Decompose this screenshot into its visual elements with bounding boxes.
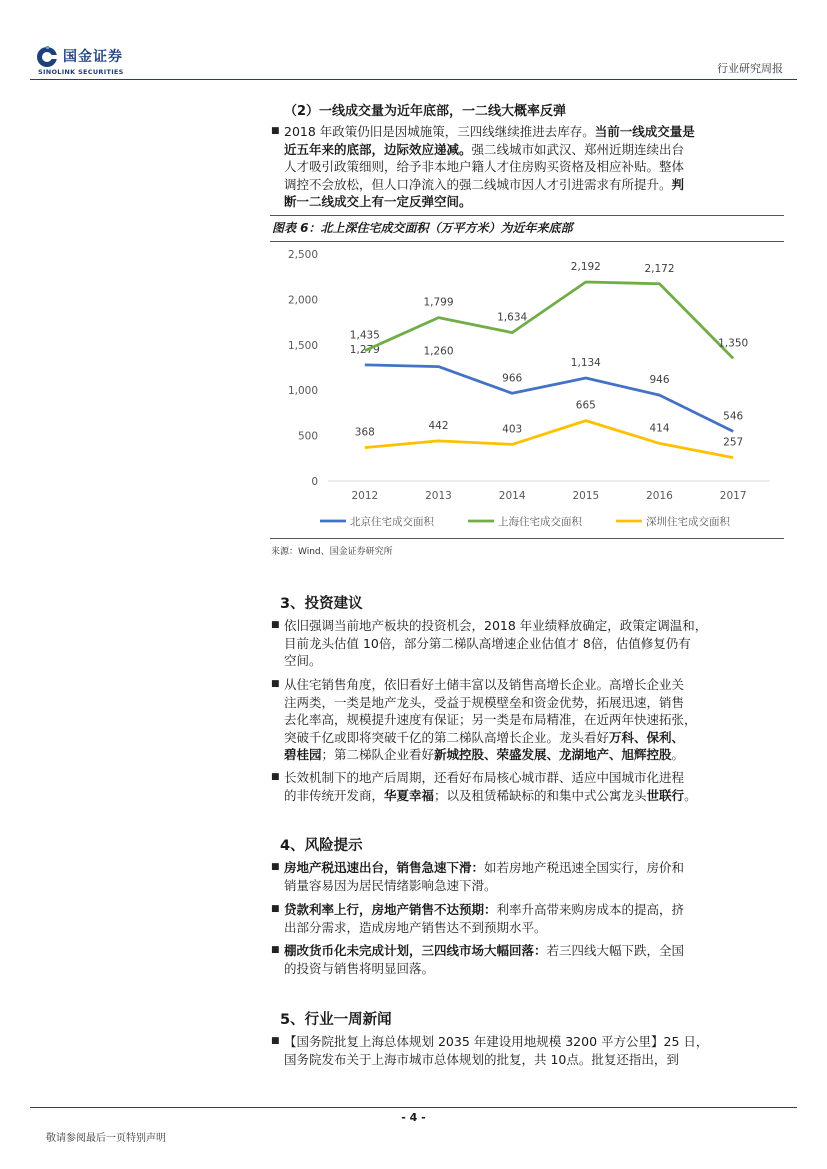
text-line: 贷款利率上行，房地产销售不达预期：利率升高带来购房成本的提高，挤 bbox=[284, 902, 685, 917]
figure-title: 图表 6：北上深住宅成交面积（万平方米）为近年来底部 bbox=[272, 221, 573, 235]
data-label: 414 bbox=[649, 422, 670, 435]
data-label: 257 bbox=[723, 436, 744, 449]
data-label: 1,350 bbox=[718, 337, 749, 350]
text-line: 国务院发布关于上海市城市总体规划的批复，共 10点。批复还指出，到 bbox=[284, 1051, 679, 1067]
logo-subtext: SINOLINK SECURITIES bbox=[38, 68, 124, 76]
logo-icon bbox=[36, 46, 58, 68]
text-line: 目前龙头估值 10倍，部分第二梯队高增速企业估值才 8倍，估值修复仍有 bbox=[284, 635, 691, 651]
text-line: 的非传统开发商，华夏幸福；以及租赁稀缺标的和集中式公寓龙头世联行。 bbox=[284, 787, 697, 803]
data-label: 403 bbox=[502, 423, 523, 436]
data-label: 1,279 bbox=[349, 343, 380, 356]
bullet-icon: ■ bbox=[271, 620, 280, 630]
series-line bbox=[365, 421, 733, 458]
legend-label: 上海住宅成交面积 bbox=[498, 516, 582, 528]
paragraph bbox=[284, 1033, 784, 1068]
data-label: 1,799 bbox=[423, 296, 454, 309]
header-divider bbox=[30, 79, 797, 80]
figure-bottom-rule bbox=[270, 538, 784, 539]
page-number: - 4 - bbox=[401, 1111, 426, 1124]
text-line: 房地产税迅速出台，销售急速下滑：如若房地产税迅速全国实行，房价和 bbox=[284, 860, 685, 875]
text-line: 销量容易因为居民情绪影响急速下滑。 bbox=[284, 877, 497, 893]
text-line: 近五年来的底部，边际效应递减。强二线城市如武汉、郑州近期连续出台 bbox=[284, 141, 685, 157]
data-label: 1,260 bbox=[423, 345, 454, 358]
data-label: 1,134 bbox=[570, 357, 601, 370]
x-tick-label: 2016 bbox=[646, 490, 673, 502]
bullet-icon: ■ bbox=[271, 126, 280, 136]
data-label: 2,172 bbox=[644, 262, 675, 275]
paragraph bbox=[284, 676, 784, 764]
y-tick-label: 1,000 bbox=[287, 385, 318, 398]
data-label: 1,634 bbox=[497, 311, 528, 324]
section-heading: 5、行业一周新闻 bbox=[280, 1012, 392, 1028]
text-line: 从住宅销售角度，依旧看好土储丰富以及销售高增长企业。高增长企业关 bbox=[284, 677, 685, 692]
paragraph bbox=[284, 617, 784, 670]
text-line: 注两类，一类是地产龙头，受益于规模壁垒和资金优势，拓展迅速，销售 bbox=[284, 694, 685, 710]
series-line bbox=[365, 365, 733, 435]
y-tick-label: 2,500 bbox=[287, 249, 318, 261]
bullet-icon: ■ bbox=[271, 862, 280, 872]
text-line: 突破千亿或即将突破千亿的第二梯队高增长企业。龙头看好万科、保利、 bbox=[284, 729, 685, 745]
bullet-icon: ■ bbox=[271, 945, 280, 955]
bullet-icon: ■ bbox=[271, 904, 280, 914]
text-line: 2018 年政策仍旧是因城施策，三四线继续推进去库存。当前一线成交量是 bbox=[284, 124, 695, 139]
data-label: 2,192 bbox=[570, 260, 601, 273]
text-line: 依旧强调当前地产板块的投资机会，2018 年业绩释放确定，政策定调温和， bbox=[284, 618, 708, 633]
section-heading: 3、投资建议 bbox=[280, 596, 363, 612]
text-line: 断一二线成交上有一定反弹空间。 bbox=[284, 194, 472, 209]
report-type-label: 行业研究周报 bbox=[717, 62, 783, 75]
paragraph bbox=[284, 859, 784, 894]
text-line: 碧桂园；第二梯队企业看好新城控股、荣盛发展、龙湖地产、旭辉控股。 bbox=[284, 747, 685, 762]
y-tick-label: 0 bbox=[311, 476, 318, 488]
x-tick-label: 2013 bbox=[425, 490, 452, 502]
bullet-icon: ■ bbox=[271, 1036, 280, 1046]
data-label: 665 bbox=[575, 399, 596, 412]
line-chart bbox=[270, 244, 784, 536]
x-tick-label: 2012 bbox=[351, 490, 379, 502]
footer-divider bbox=[30, 1107, 797, 1108]
text-line: 去化率高，规模提升速度有保证；另一类是布局精准，在近两年快速拓张， bbox=[284, 712, 697, 727]
text-line: 的投资与销售将明显回落。 bbox=[284, 960, 435, 976]
text-line: 长效机制下的地产后周期，还看好布局核心城市群、适应中国城市化进程 bbox=[284, 770, 685, 785]
figure-source: 来源：Wind、国金证券研究所 bbox=[271, 547, 393, 557]
section-heading: 4、风险提示 bbox=[280, 838, 363, 854]
y-tick-label: 1,500 bbox=[287, 339, 318, 352]
data-label: 1,435 bbox=[349, 329, 380, 342]
text-line: 【国务院批复上海总体规划 2035 年建设用地规模 3200 平方公里】25 日， bbox=[284, 1034, 709, 1049]
logo-text: 国金证券 bbox=[63, 49, 123, 65]
data-label: 966 bbox=[502, 372, 523, 385]
y-tick-label: 2,000 bbox=[287, 294, 318, 307]
series-line bbox=[365, 282, 733, 358]
paragraph bbox=[284, 123, 784, 211]
bullet-icon: ■ bbox=[271, 772, 280, 782]
paragraph bbox=[284, 942, 784, 977]
x-tick-label: 2015 bbox=[572, 490, 600, 502]
data-label: 368 bbox=[354, 426, 375, 439]
text-line: 调控不会放松，但人口净流入的强二线城市因人才引进需求有所提升。判 bbox=[284, 176, 685, 192]
text-line: 人才吸引政策细则，给予非本地户籍人才住房购买资格及相应补贴。整体 bbox=[284, 159, 685, 174]
figure-title-rule bbox=[270, 241, 784, 242]
x-tick-label: 2017 bbox=[719, 490, 747, 502]
data-label: 442 bbox=[428, 419, 449, 432]
text-line: 出部分需求，造成房地产销售达不到预期水平。 bbox=[284, 919, 547, 935]
legend-label: 深圳住宅成交面积 bbox=[646, 516, 730, 528]
paragraph bbox=[284, 901, 784, 936]
bullet-icon: ■ bbox=[271, 679, 280, 689]
text-line: 空间。 bbox=[284, 653, 322, 668]
paragraph bbox=[284, 769, 784, 804]
y-tick-label: 500 bbox=[297, 430, 318, 443]
legend-label: 北京住宅成交面积 bbox=[350, 516, 434, 528]
section-subtitle: （2）一线成交量为近年底部，一二线大概率反弹 bbox=[284, 104, 567, 119]
text-line: 棚改货币化未完成计划，三四线市场大幅回落：若三四线大幅下跌，全国 bbox=[284, 943, 685, 958]
data-label: 546 bbox=[723, 410, 744, 423]
footer-disclaimer: 敬请参阅最后一页特别声明 bbox=[46, 1133, 166, 1144]
data-label: 946 bbox=[649, 374, 670, 387]
figure-top-rule bbox=[270, 215, 784, 216]
x-tick-label: 2014 bbox=[498, 490, 526, 502]
